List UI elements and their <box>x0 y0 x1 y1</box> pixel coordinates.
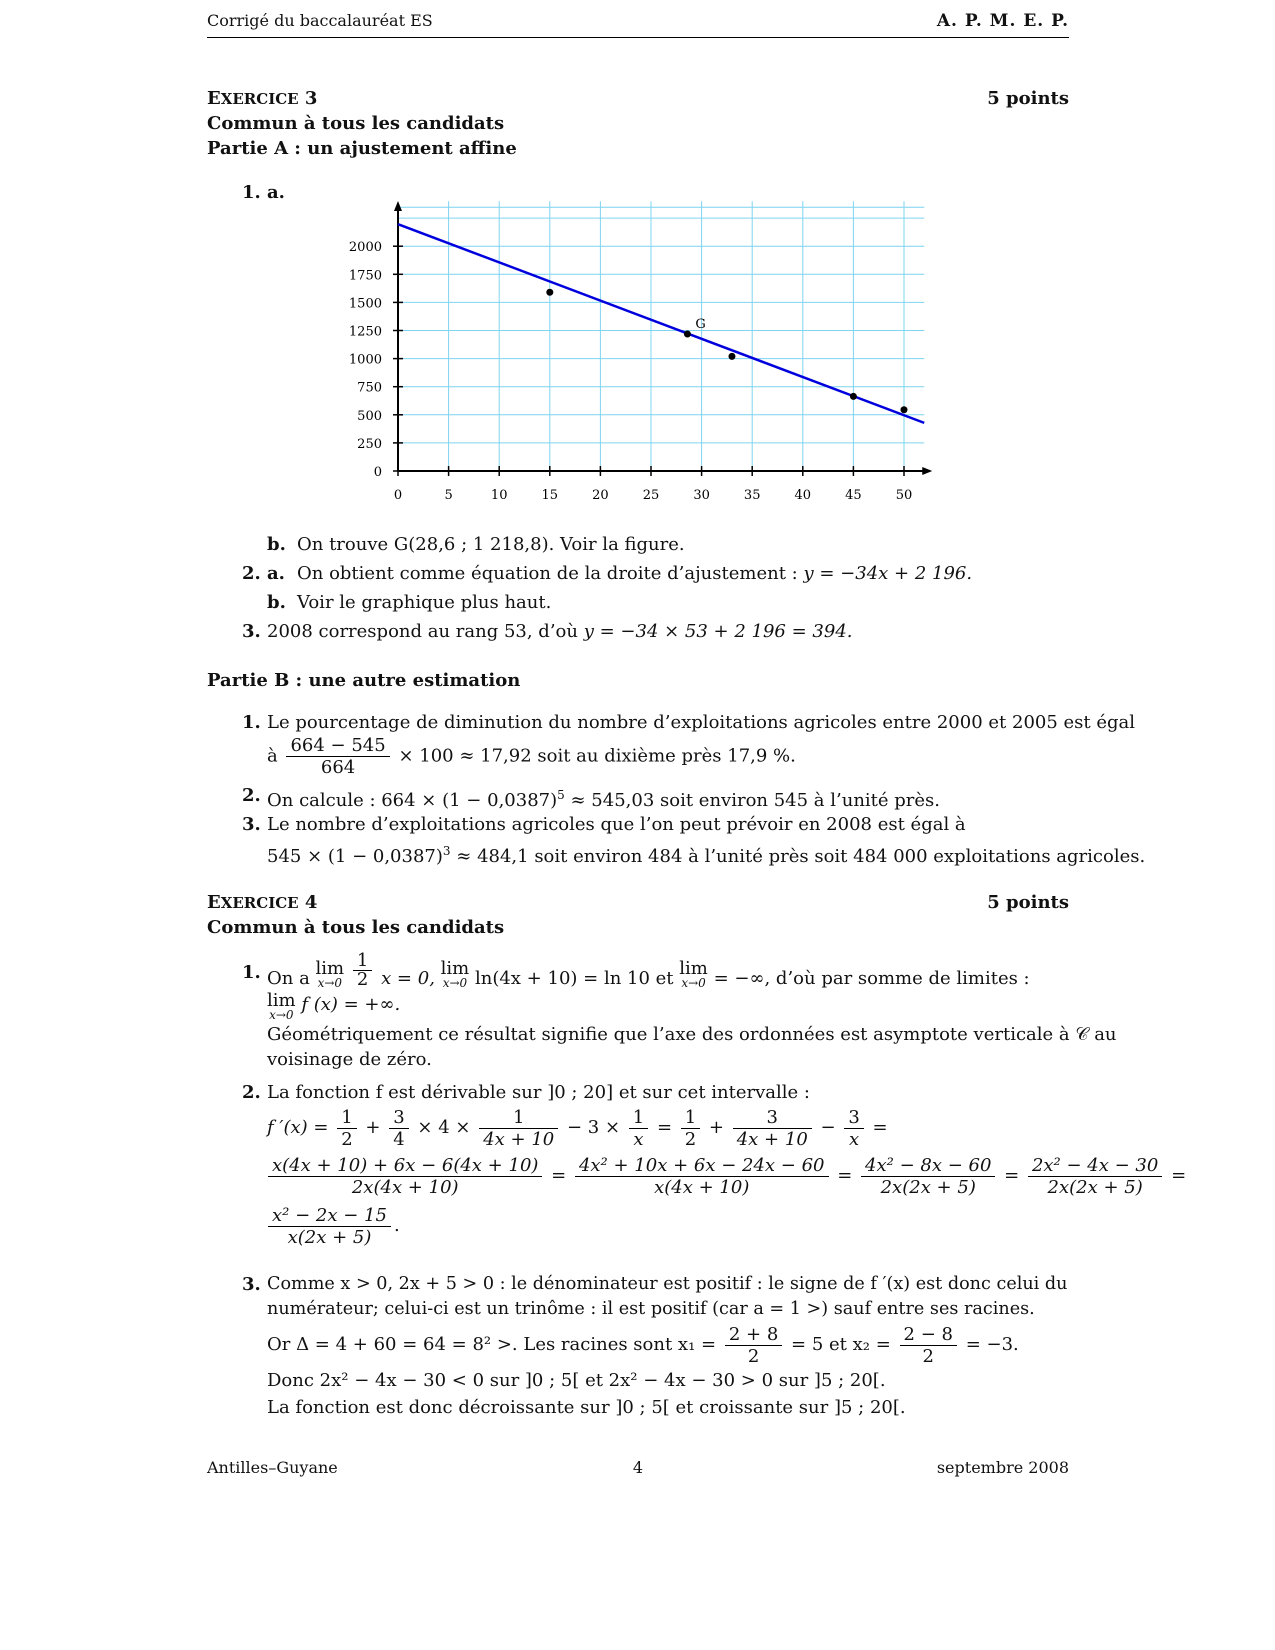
answer-b3-line1: Le nombre d’exploitations agricoles que l’on peut prévoir en 2008 est égal à <box>267 814 966 835</box>
x-tick-label: 50 <box>895 488 913 503</box>
y-tick-label: 750 <box>357 380 382 396</box>
x-tick-label: 30 <box>693 488 710 503</box>
part-a-title: Partie A : un ajustement affine <box>207 138 517 159</box>
exercise-4-points: 5 points <box>987 892 1069 913</box>
x-tick-label: 0 <box>393 488 403 503</box>
ex4-q2-result: $\frac{\text{x² − 2x − 15}}{x(2x + 5)}$ . <box>265 1201 400 1251</box>
x-tick-label: 25 <box>642 488 660 503</box>
ex4-q1-line4: voisinage de zéro. <box>267 1049 432 1070</box>
answer-2b: Voir le graphique plus haut. <box>297 592 552 613</box>
ex4-q2-simplification: $\frac{x(4x + 10) + 6x - 6(4x + 10)}{2x(4x + 10)}$ = $\frac{\text{4x² + 10x + 6x − 24x − 60}}{x(4x + 10)}$ = $\frac{\text{4x² − 8x − 60}}{2x(2x + 5)}$ = $\frac{\text{2x² − 4x − 30}}{2x(2x + 5)}$ = <box>265 1151 1186 1201</box>
ex4-q1-line1: On a lim x→0 $\frac{1}{2}$ x = 0, lim x→0 ln(4x + 10) = ln 10 et lim x→0 = −∞, d’où par somme de limites : <box>267 950 1030 990</box>
y-tick-label: 0 <box>373 465 382 480</box>
ex4-q1-line2: lim x→0 f (x) = +∞. <box>267 990 401 1022</box>
point-g-label: G <box>695 317 706 333</box>
answer-b1-line1: Le pourcentage de diminution du nombre d’exploitations agricoles entre 2000 et 2005 est égal <box>267 712 1136 733</box>
regression-line <box>398 224 924 423</box>
data-point <box>850 393 857 400</box>
data-point <box>728 353 735 360</box>
footer-left: Antilles–Guyane <box>207 1458 338 1477</box>
answer-b2: On calcule : $664 \times (1 - 0,0387)^5 \approx 545,03$ soit environ 545 à l’unité près. <box>267 788 941 811</box>
data-point <box>546 289 553 296</box>
x-tick-label: 40 <box>794 488 812 503</box>
y-tick-label: 1750 <box>348 268 382 284</box>
ex4-q3-line5: La fonction est donc décroissante sur ]0 ; 5[ et croissante sur ]5 ; 20[. <box>267 1397 906 1418</box>
answer-3: 2008 correspond au rang 53, d’où y = −34 × 53 + 2 196 = 394. <box>267 621 853 642</box>
exercise-4-header <box>207 890 1069 940</box>
exercise-3-points: 5 points <box>987 88 1069 109</box>
footer-right: septembre 2008 <box>936 1458 1069 1477</box>
header-right: A. P. M. E. P. <box>936 11 1069 31</box>
x-tick-label: 15 <box>541 488 559 503</box>
ex4-q3-line1: Comme x > 0, 2x + 5 > 0 : le dénominateur est positif : le signe de f ′(x) est donc celui du <box>267 1274 1068 1294</box>
answer-2a: On obtient comme équation de la droite d’ajustement : y = −34x + 2 196. <box>297 563 973 584</box>
data-point <box>901 406 908 413</box>
ex4-q3-line2: numérateur; celui-ci est un trinôme : il est positif (car a = 1 >) sauf entre ses racines. <box>267 1299 1035 1319</box>
header-left: Corrigé du baccalauréat ES <box>207 11 433 30</box>
answer-1b: On trouve G(28,6 ; 1 218,8). Voir la figure. <box>297 534 685 555</box>
y-tick-label: 2000 <box>348 240 382 256</box>
running-header <box>207 11 1069 38</box>
y-tick-label: 1500 <box>348 296 382 312</box>
part-b-title: Partie B : une autre estimation <box>207 670 521 691</box>
ex4-q2-derivative: f ′(x) = $\frac{1}{2}$ + $\frac{3}{4}$ × 4 × $\frac{1}{4x + 10}$ − 3 × $\frac{1}{x}$ = $\frac{1}{2}$ + $\frac{3}{4x + 10}$ − $\frac{3}{x}$ = <box>267 1106 888 1150</box>
exercise-3-part-a-answers: b. On trouve G(28,6 ; 1 218,8). Voir la figure. 2. a. On obtient comme équation de la droite d’ajustement : y = −34x + 2 196. b. Voir le graphique plus haut. 3. 2008 correspond au rang 53, d’où y = −34 × 53 + 2 196 = 394. <box>242 534 973 642</box>
ex4-q2-text: La fonction f est dérivable sur ]0 ; 20] et sur cet intervalle : <box>267 1082 810 1103</box>
x-axis-arrow <box>922 467 932 475</box>
answer-b1-line2: à $\frac{664 - 545}{664}$ × 100 ≈ 17,92 soit au dixième près 17,9 %. <box>267 735 796 778</box>
y-tick-label: 1250 <box>348 324 382 340</box>
exercise-4-title: EXERCICE 4 5 points <box>207 892 1069 913</box>
exercise-4-subtitle: Commun à tous les candidats <box>207 917 505 938</box>
y-tick-label: 250 <box>357 436 382 452</box>
exercise-3-subtitle: Commun à tous les candidats <box>207 113 505 134</box>
answer-b3-line2: $545 \times (1 - 0,0387)^3 \approx 484,1$ soit environ 484 à l’unité près soit 484 000 exploitations agricoles. <box>267 844 1146 867</box>
question-1a: 1. a. <box>242 182 285 203</box>
y-axis-arrow <box>394 201 402 211</box>
x-tick-label: 10 <box>490 488 508 503</box>
x-tick-label: 35 <box>743 488 761 503</box>
part-b-answers: 1. Le pourcentage de diminution du nombre d’exploitations agricoles entre 2000 et 2005 est égal à $\frac{664 - 545}{664}$ × 100 ≈ 17,92 soit au dixième près 17,9 %. 2. On calcule : $664 \times (1 - 0,0387)^5 \approx 545,03$ soit environ 545 à l’unité près. 3. Le nombre d’exploitations agricoles que l’on peut prévoir en 2008 est égal à $545 \times (1 - 0,0387)^3 \approx 484,1$ soit environ 484 à l’unité près soit 484 000 exploitations agricoles. <box>242 712 1146 867</box>
exercise-3-header <box>207 86 1069 161</box>
ex4-q3-line4: Donc 2x² − 4x − 30 < 0 sur ]0 ; 5[ et 2x² − 4x − 30 > 0 sur ]5 ; 20[. <box>267 1370 886 1391</box>
ex4-question-1: 1. On a lim x→0 $\frac{1}{2}$ x = 0, lim x→0 ln(4x + 10) = ln 10 et lim x→0 = −∞, d’où par somme de limites : lim x→0 f (x) = +∞. Géométriquement ce résultat signifie que l’axe des ordonnées est asymptote verticale à 𝒞 au voisinage de zéro. <box>242 950 1117 1070</box>
part-b <box>207 668 1069 693</box>
y-tick-label: 1000 <box>348 352 382 368</box>
page-number: 4 <box>632 1458 644 1477</box>
scatter-chart <box>337 195 957 525</box>
point-g <box>684 331 691 338</box>
x-tick-label: 20 <box>592 488 609 503</box>
x-tick-label: 5 <box>444 488 453 503</box>
ex4-q3-line3: Or Δ = 4 + 60 = 64 = 8² >. Les racines sont x₁ = $\frac{2 + 8}{2}$ = 5 et x₂ = $\frac{2 - 8}{2}$ = −3. <box>267 1323 1019 1367</box>
exercise-3-title: EXERCICE 3 5 points <box>207 88 1069 109</box>
y-tick-label: 500 <box>357 408 382 424</box>
ex4-question-2: 2. La fonction f est dérivable sur ]0 ; 20] et sur cet intervalle : f ′(x) = $\frac{1}{2}$ + $\frac{3}{4}$ × 4 × $\frac{1}{4x + 10}$ − 3 × $\frac{1}{x}$ = $\frac{1}{2}$ + $\frac{3}{4x + 10}$ − $\frac{3}{x}$ = $\frac{x(4x + 10) + 6x - 6(4x + 10)}{2x(4x + 10)}$ = $\frac{\text{4x² + 10x + 6x − 24x − 60}}{x(4x + 10)}$ = $\frac{\text{4x² − 8x − 60}}{2x(2x + 5)}$ = $\frac{\text{2x² − 4x − 30}}{2x(2x + 5)}$ = $\frac{\text{x² − 2x − 15}}{x(2x + 5)}$ . <box>207 1080 1069 1251</box>
x-tick-label: 45 <box>845 488 862 503</box>
ex4-q1-line3: Géométriquement ce résultat signifie que l’axe des ordonnées est asymptote verticale à 𝒞 au <box>267 1024 1117 1045</box>
ex4-question-3: 3. Comme x > 0, 2x + 5 > 0 : le dénominateur est positif : le signe de f ′(x) est donc celui du numérateur; celui-ci est un trinôme : il est positif (car a = 1 >) sauf entre ses racines. Or Δ = 4 + 60 = 64 = 8² >. Les racines sont x₁ = $\frac{2 + 8}{2}$ = 5 et x₂ = $\frac{2 - 8}{2}$ = −3. Donc 2x² − 4x − 30 < 0 sur ]0 ; 5[ et 2x² − 4x − 30 > 0 sur ]5 ; 20[. La fonction est donc décroissante sur ]0 ; 5[ et croissante sur ]5 ; 20[. <box>242 1274 1068 1418</box>
